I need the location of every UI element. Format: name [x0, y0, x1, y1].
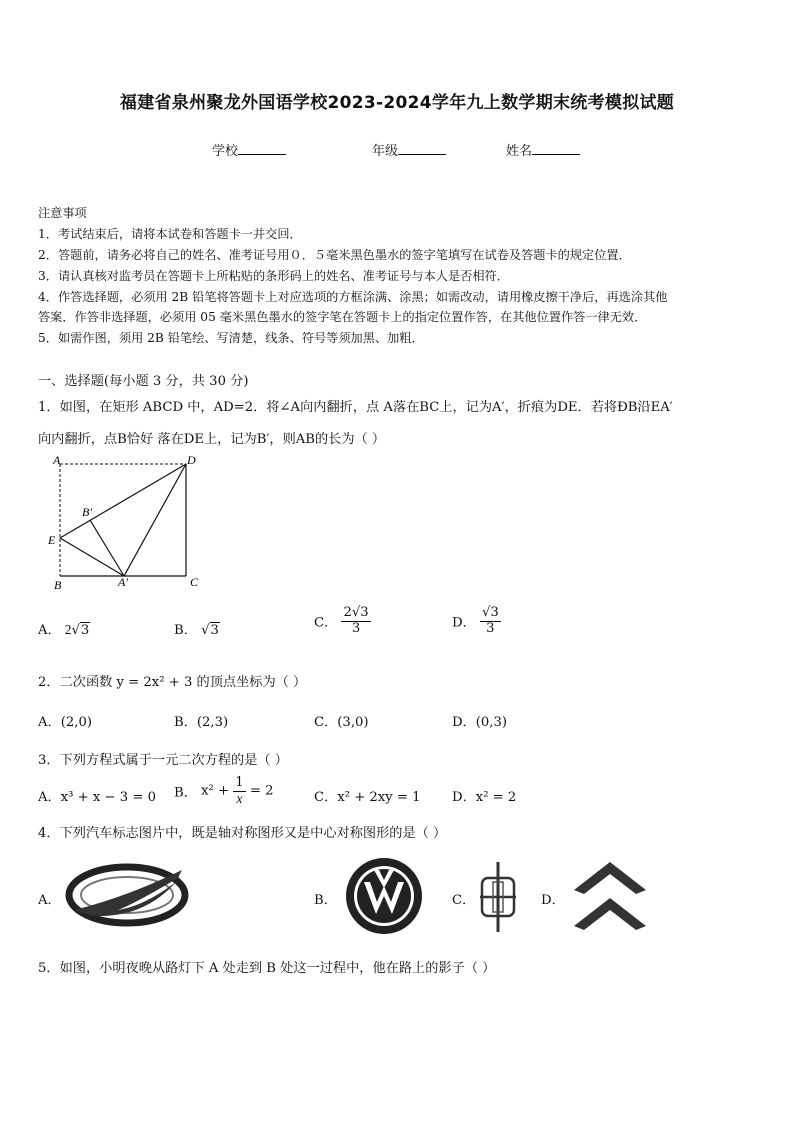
grade-label: 年级: [372, 144, 399, 159]
grade-blank: [398, 142, 446, 155]
note-item: 4．作答选择题，必须用 2B 铅笔将答题卡上对应选项的方框涂满、涂黑；如需改动，请用橡皮擦干净后，再选涂其他: [38, 290, 668, 304]
q1-option-c[interactable]: C． $\frac{2√3}{3}$: [314, 605, 369, 636]
school-field: [212, 140, 286, 159]
label-E: E: [48, 533, 56, 547]
label-A-prime: A′: [118, 575, 128, 589]
label-B: B: [54, 578, 62, 592]
q2-option-b[interactable]: B．(2,3): [174, 715, 229, 730]
q4-option-c-label[interactable]: C．: [452, 893, 476, 908]
school-blank: [238, 142, 286, 155]
q1-figure: [44, 452, 204, 594]
label-B-prime: B′: [82, 505, 92, 519]
label-D: D: [187, 453, 196, 467]
q3-option-c[interactable]: C．x² + 2xy = 1: [314, 790, 421, 805]
q4-option-b-label[interactable]: B．: [314, 893, 337, 908]
notes-heading: 注意事项: [38, 206, 87, 220]
note-item: 2．答题前，请务必将自己的姓名、准考证号用０．５毫米黑色墨水的签字笔填写在试卷及答题卡的规定位置．: [38, 248, 631, 262]
q1-option-b[interactable]: B． √3: [174, 623, 219, 638]
q4-text: 4．下列汽车标志图片中，既是轴对称图形又是中心对称图形的是（ ）: [38, 826, 447, 841]
section-heading: 一、选择题(每小题 3 分，共 30 分): [38, 374, 249, 389]
q4-option-d-label[interactable]: D．: [541, 893, 565, 908]
q1-text-line1: 1．如图，在矩形 ABCD 中，AD=2．将∠A向内翻折，点 A落在BC上，记为A′，折痕为DE．若将ÐB沿EA′: [38, 400, 673, 415]
grade-field: [372, 140, 446, 159]
q5-text: 5．如图，小明夜晚从路灯下 A 处走到 B 处这一过程中，他在路上的影子（ ）: [38, 961, 496, 976]
q3-text: 3．下列方程式属于一元二次方程的是（ ）: [38, 753, 288, 768]
q3-option-d[interactable]: D．x² = 2: [452, 790, 517, 805]
q4-option-a-label[interactable]: A．: [38, 893, 61, 908]
vw-logo-icon: [344, 856, 424, 936]
q1-text-line2: 向内翻折，点B恰好 落在DE上，记为B′，则AB的长为（ ）: [38, 432, 386, 447]
q1-option-d[interactable]: D． $\frac{√3}{3}$: [452, 605, 499, 636]
name-field: [506, 140, 580, 159]
label-A: A: [53, 453, 61, 467]
citroen-logo-icon: [570, 856, 650, 936]
opel-like-logo-icon: [64, 860, 190, 930]
label-C: C: [190, 575, 199, 589]
note-item: 3．请认真核对监考员在答题卡上所粘贴的条形码上的姓名、准考证号与本人是否相符．: [38, 269, 509, 283]
q3-option-b[interactable]: B． x² + $\frac{1}{x}$ = 2: [174, 775, 274, 806]
school-label: 学校: [212, 144, 239, 159]
q2-option-a[interactable]: A．(2,0): [38, 715, 92, 730]
name-label: 姓名: [506, 144, 533, 159]
note-item: 5．如需作图，须用 2B 铅笔绘、写清楚，线条、符号等须加黑、加粗．: [38, 331, 424, 345]
q2-text: 2．二次函数 y = 2x² + 3 的顶点坐标为（ ）: [38, 675, 307, 690]
q1-option-a[interactable]: A． 2√3: [38, 622, 90, 638]
q2-option-c[interactable]: C．(3,0): [314, 715, 369, 730]
lincoln-logo-icon: [478, 860, 518, 934]
page-title: 福建省泉州聚龙外国语学校2023-2024学年九上数学期末统考模拟试题: [119, 93, 675, 113]
q3-option-a[interactable]: A．x³ + x − 3 = 0: [38, 790, 156, 805]
q2-option-d[interactable]: D．(0,3): [452, 715, 508, 730]
note-item: 1．考试结束后，请将本试卷和答题卡一并交回．: [38, 227, 302, 241]
name-blank: [532, 142, 580, 155]
note-item: 答案．作答非选择题，必须用 05 毫米黑色墨水的签字笔在答题卡上的指定位置作答，在其他位置作答一律无效．: [38, 310, 647, 324]
